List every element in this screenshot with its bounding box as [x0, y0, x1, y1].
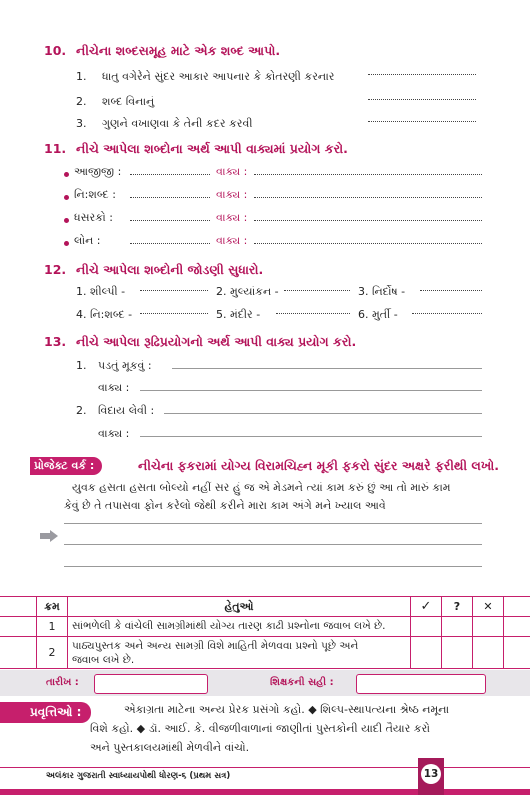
table-cell	[504, 637, 530, 669]
q11-word: ધસરકો :	[74, 211, 113, 224]
bullet-icon	[64, 218, 69, 223]
answer-line[interactable]	[284, 290, 350, 291]
q12-item: 2. મુલ્યાંકન -	[216, 285, 279, 298]
bullet-icon	[64, 172, 69, 177]
activities-line-3: અને પુસ્તકાલયમાંથી મેળવીને વાંચો.	[90, 741, 250, 754]
signature-field[interactable]	[356, 674, 486, 694]
footer-rule	[0, 789, 418, 795]
checkmark-icon: ✓	[411, 597, 442, 617]
question-cell[interactable]	[442, 617, 473, 637]
answer-line[interactable]	[140, 313, 208, 314]
question-11-heading	[44, 141, 348, 157]
meaning-line[interactable]	[130, 220, 210, 221]
answer-line[interactable]	[276, 313, 350, 314]
footer	[0, 758, 530, 795]
answer-line[interactable]	[368, 121, 476, 122]
row-goal-line-1: પાઠ્યપુસ્તક અને અન્ય સામગ્રી વિશે માહિતી મેળવવા પ્રશ્નો પૂછે અને	[72, 639, 359, 652]
q10-item-3-num: 3.	[76, 117, 87, 130]
question-number: 12.	[44, 262, 67, 277]
q13-item-1-text: પડતું મૂકવું :	[98, 359, 152, 372]
row-goal-line-2: જવાબ લખે છે.	[72, 653, 135, 666]
table-cell	[0, 597, 37, 617]
q11-word: નિ:શબ્દ :	[74, 188, 116, 201]
table-row	[0, 637, 530, 669]
sentence-line[interactable]	[254, 243, 482, 244]
table-cell	[0, 617, 37, 637]
project-paragraph-line-1: યુવક હસતા હસતા બોલ્યો નહીં સર હું જ એ મેડમને ત્યાં કામ કરું છું આ તો મારું કામ	[72, 481, 451, 494]
question-13-heading	[44, 334, 356, 350]
vakya-label: વાક્ય :	[216, 165, 248, 178]
row-num: 2	[37, 637, 68, 669]
table-cell	[504, 617, 530, 637]
q12-item: 4. નિ:શબ્દ -	[76, 308, 133, 321]
row-num: 1	[37, 617, 68, 637]
project-paragraph-line-2: કેવું છે તે તપાસવા ફોન કરેલો જેથી કરીને મારા કામ અંગે મને ખ્યાલ આવે	[64, 499, 386, 512]
meaning-line[interactable]	[130, 243, 210, 244]
project-work-badge: પ્રોજેક્ટ વર્ક :	[30, 457, 102, 475]
sentence-line[interactable]	[254, 220, 482, 221]
q12-item: 5. મંદીર -	[216, 308, 261, 321]
meaning-line[interactable]	[164, 413, 482, 414]
q12-item: 6. મુર્તી -	[358, 308, 398, 321]
row-goal	[68, 637, 411, 669]
activities-line-2: વિશે કહો. ◆ ડૉ. આઈ. કે. વીજળીવાળાનાં જાણીતાં પુસ્તકોની યાદી તૈયાર કરો	[90, 722, 430, 735]
q11-word: લોન :	[74, 234, 101, 247]
q12-item: 1. શીલ્પી -	[76, 285, 126, 298]
row-goal: સાંભળેલી કે વાંચેલી સામગ્રીમાંથી યોગ્ય તારણ કાઢી પ્રશ્નોના જવાબ લખે છે.	[68, 617, 411, 637]
vakya-label: વાક્ય :	[98, 427, 130, 440]
question-title: નીચે આપેલા રૂઢિપ્રયોગનો અર્થ આપી વાક્ય પ્રયોગ કરો.	[76, 334, 357, 349]
answer-line[interactable]	[412, 313, 482, 314]
q11-word: આજીજી :	[74, 165, 122, 178]
check-cell[interactable]	[411, 637, 442, 669]
question-title: નીચેના શબ્દસમૂહ માટે એક શબ્દ આપો.	[76, 43, 281, 58]
page-number: 13	[421, 764, 441, 784]
date-label: તારીખ :	[46, 677, 79, 688]
meaning-line[interactable]	[172, 368, 482, 369]
q13-item-2-num: 2.	[76, 404, 87, 417]
question-12-heading	[44, 262, 263, 278]
writing-line[interactable]	[64, 566, 482, 567]
col-num-header: ક્રમ	[37, 597, 68, 617]
table-cell	[0, 637, 37, 669]
arrow-right-icon	[40, 527, 58, 546]
activities-line-1: એકાગ્રતા માટેના અન્ય પ્રેરક પ્રસંગો કહો. ◆ શિલ્પ-સ્થાપત્યના શ્રેષ્ઠ નમૂના	[124, 703, 450, 716]
question-number: 11.	[44, 141, 67, 156]
question-title: નીચે આપેલા શબ્દોના અર્થ આપી વાક્યમાં પ્રયોગ કરો.	[76, 141, 348, 156]
q13-item-2-text: વિદાય લેવી :	[98, 404, 155, 417]
question-10-heading	[44, 43, 280, 59]
sentence-line[interactable]	[140, 390, 482, 391]
cross-icon: ✕	[473, 597, 504, 617]
footer-rule	[444, 767, 530, 768]
answer-line[interactable]	[368, 99, 476, 100]
q13-item-1-num: 1.	[76, 359, 87, 372]
q12-item: 3. નિર્દોષ -	[358, 285, 406, 298]
vakya-label: વાક્ય :	[216, 211, 248, 224]
q10-item-2-text: શબ્દ વિનાનું	[102, 95, 155, 108]
question-cell[interactable]	[442, 637, 473, 669]
answer-line[interactable]	[420, 290, 482, 291]
date-field[interactable]	[94, 674, 208, 694]
footer-rule	[444, 789, 530, 795]
check-cell[interactable]	[411, 617, 442, 637]
q10-item-2-num: 2.	[76, 95, 87, 108]
sentence-line[interactable]	[254, 174, 482, 175]
writing-line[interactable]	[64, 544, 482, 545]
activities-badge: પ્રવૃત્તિઓ :	[0, 702, 91, 723]
vakya-label: વાક્ય :	[216, 188, 248, 201]
sentence-line[interactable]	[254, 197, 482, 198]
table-row	[0, 617, 530, 637]
answer-line[interactable]	[140, 290, 208, 291]
cross-cell[interactable]	[473, 617, 504, 637]
writing-line[interactable]	[64, 523, 482, 524]
vakya-label: વાક્ય :	[98, 381, 130, 394]
question-mark-icon: ?	[442, 597, 473, 617]
assessment-table	[0, 596, 530, 669]
signature-label: શિક્ષકની સહી :	[270, 677, 334, 688]
project-title: નીચેના ફકરામાં યોગ્ય વિરામચિહ્ન મૂકી ફકરો સુંદર અક્ષરે ફરીથી લખો.	[138, 458, 500, 473]
meaning-line[interactable]	[130, 174, 210, 175]
sentence-line[interactable]	[140, 436, 482, 437]
book-title: અલંકાર ગુજરાતી સ્વાધ્યાયપોથી ધોરણ-૬ (પ્રથમ સત્ર)	[46, 771, 231, 781]
cross-cell[interactable]	[473, 637, 504, 669]
meaning-line[interactable]	[130, 197, 210, 198]
question-number: 13.	[44, 334, 67, 349]
q10-item-3-text: ગુણને વખાણવા કે તેની કદર કરવી	[102, 117, 253, 130]
q10-item-1-num: 1.	[76, 70, 87, 83]
question-number: 10.	[44, 43, 67, 58]
vakya-label: વાક્ય :	[216, 234, 248, 247]
question-title: નીચે આપેલા શબ્દોની જોડણી સુધારો.	[76, 262, 264, 277]
bullet-icon	[64, 195, 69, 200]
answer-line[interactable]	[368, 74, 476, 75]
footer-rule	[0, 767, 418, 768]
table-cell	[504, 597, 530, 617]
col-goal-header: હેતુઓ	[68, 597, 411, 617]
bullet-icon	[64, 241, 69, 246]
q10-item-1-text: ધાતુ વગેરેને સુંદર આકાર આપનાર કે કોતરણી કરનાર	[102, 70, 335, 83]
